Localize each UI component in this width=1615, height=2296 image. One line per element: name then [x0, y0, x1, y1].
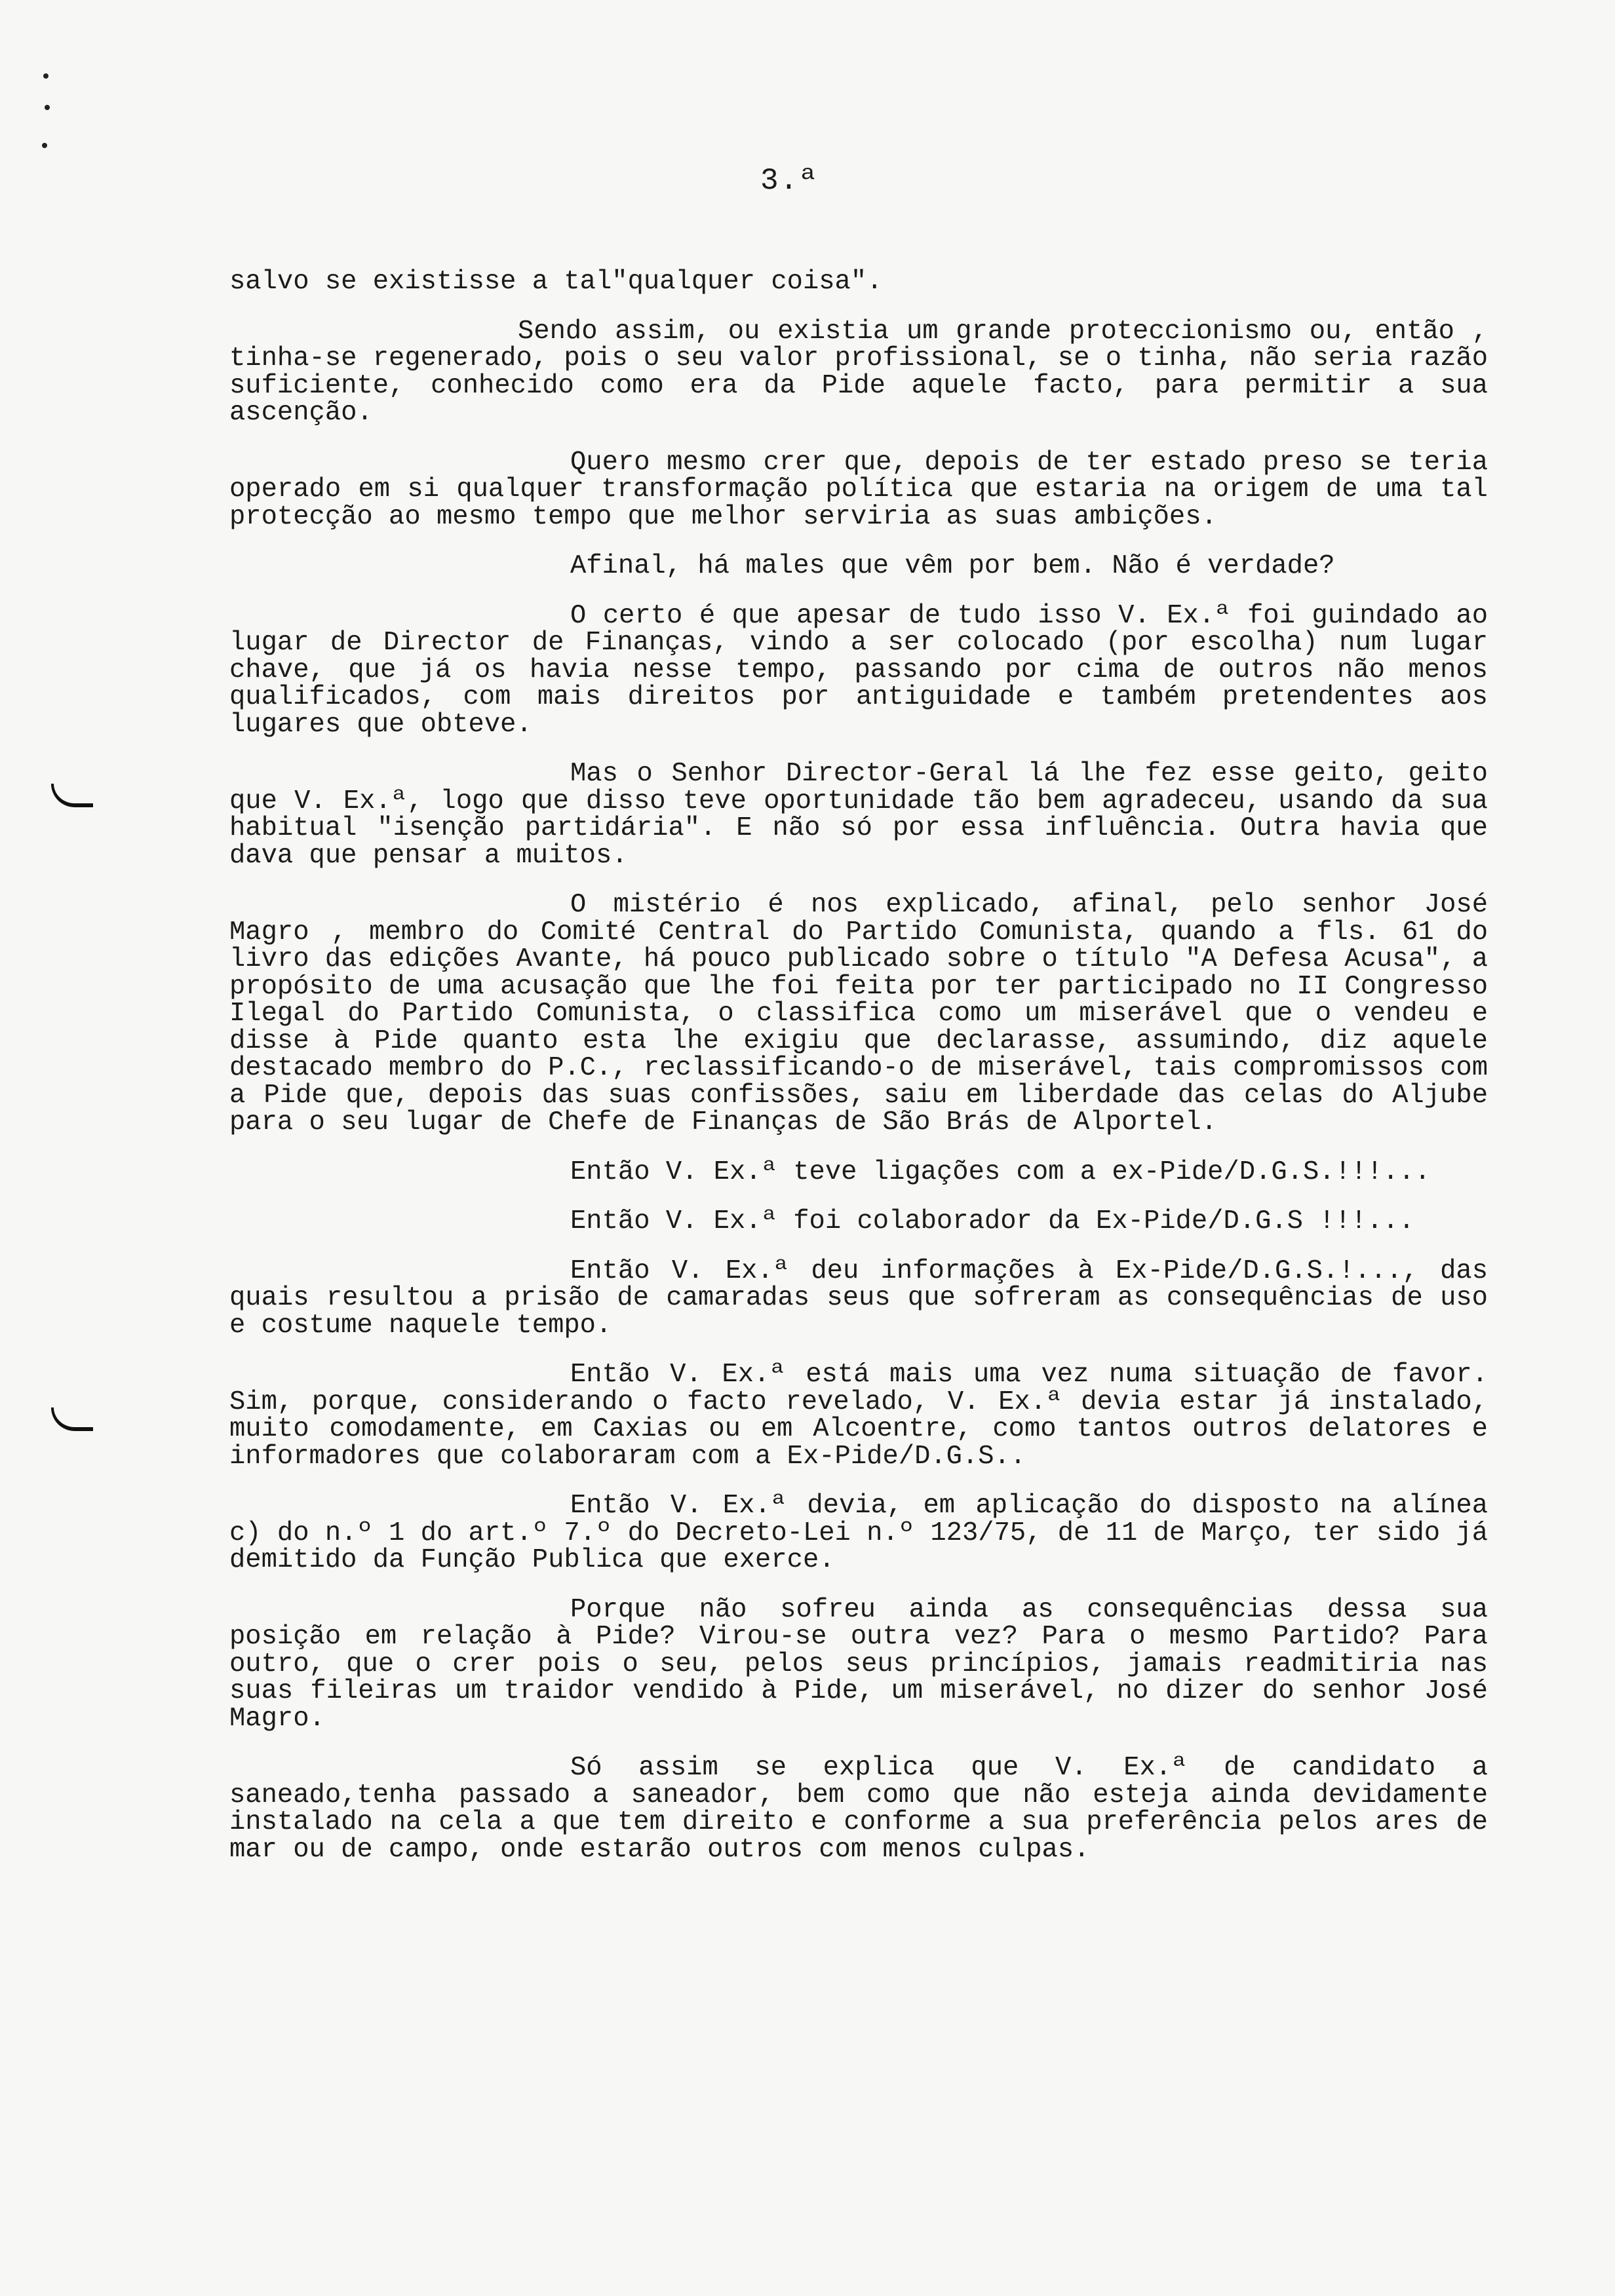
margin-bracket-mark: [51, 1407, 93, 1431]
paragraph: O certo é que apesar de tudo isso V. Ex.ª foi guindado ao lugar de Director de Finanças, vindo a ser colocado (por escolha) num lugar chave, que já os havia nesse tempo, passando por cima de outros não menos qualificados, com mais direitos por antiguidade e também pretendentes aos lugares que obteve.: [229, 600, 1488, 740]
body-text: [229, 269, 1488, 1886]
paragraph: Afinal, há males que vêm por bem. Não é verdade?: [570, 551, 1335, 581]
paragraph: O mistério é nos explicado, afinal, pelo senhor José Magro , membro do Comité Central do Partido Comunista, quando a fls. 61 do livro das edições Avante, há pouco publicado sobre o título "A Defesa Acusa", a propósito de uma acusação que lhe foi feita por ter participado no II Congresso Ilegal do Partido Comunista, o classifica como um miserável que o vendeu e disse à Pide quanto esta lhe exigiu que declarasse, assumindo, diz aquele destacado membro do P.C., reclassificando-o de miserável, tais compromissos com a Pide que, depois das suas confissões, saiu em liberdade das celas do Aljube para o seu lugar de Chefe de Finanças de São Brás de Alportel.: [229, 890, 1489, 1138]
paragraph: Sendo assim, ou existia um grande proteccionismo ou, então , tinha-se regenerado, pois o seu valor profissional, se o tinha, não seria razão suficiente, conhecido como era da Pide aquele facto, para permitir a sua ascenção.: [229, 316, 1489, 428]
paragraph: Então V. Ex.ª deu informações à Ex-Pide/D.G.S.!..., das quais resultou a prisão de camaradas seus que sofreram as consequências de uso e costume naquele tempo.: [229, 1255, 1488, 1341]
paragraph: salvo se existisse a tal"qualquer coisa".: [229, 267, 883, 297]
page-number: 3.ª: [760, 164, 819, 198]
paragraph: Quero mesmo crer que, depois de ter estado preso se teria operado em si qualquer transformação política que estaria na origem de uma tal protecção ao mesmo tempo que melhor serviria as suas ambições.: [229, 447, 1488, 532]
margin-bracket-mark: [51, 784, 93, 807]
paragraph: Então V. Ex.ª foi colaborador da Ex-Pide/D.G.S !!!...: [570, 1206, 1415, 1236]
margin-dot: [43, 73, 49, 79]
margin-dot: [42, 143, 47, 148]
paragraph: Então V. Ex.ª devia, em aplicação do disposto na alínea c) do n.º 1 do art.º 7.º do Decreto-Lei n.º 123/75, de 11 de Março, ter sido já demitido da Função Publica que exerce.: [229, 1491, 1489, 1575]
paragraph: Então V. Ex.ª teve ligações com a ex-Pide/D.G.S.!!!...: [570, 1157, 1431, 1187]
paragraph: Mas o Senhor Director-Geral lá lhe fez esse geito, geito que V. Ex.ª, logo que disso teve oportunidade tão bem agradeceu, usando da sua habitual "isenção partidária". E não só por essa influência. Outra havia que dava que pensar a muitos.: [229, 759, 1488, 871]
paragraph: Porque não sofreu ainda as consequências dessa sua posição em relação à Pide? Virou-se outra vez? Para o mesmo Partido? Para outro, que o crer pois o seu, pelos seus princípios, jamais readmitiria nas suas fileiras um traidor vendido à Pide, um miserável, no dizer do senhor José Magro.: [229, 1594, 1488, 1734]
paragraph: Só assim se explica que V. Ex.ª de candidato a saneado,tenha passado a saneador, bem como que não esteja ainda devidamente instalado na cela a que tem direito e conforme a sua preferência pelos ares de mar ou de campo, onde estarão outros com menos culpas.: [229, 1753, 1488, 1865]
margin-dot: [45, 105, 50, 110]
paragraph: Então V. Ex.ª está mais uma vez numa situação de favor. Sim, porque, considerando o facto revelado, V. Ex.ª devia estar já instalado, muito comodamente, em Caxias ou em Alcoentre, como tantos outros delatores e informadores que colaboraram com a Ex-Pide/D.G.S..: [229, 1360, 1488, 1472]
